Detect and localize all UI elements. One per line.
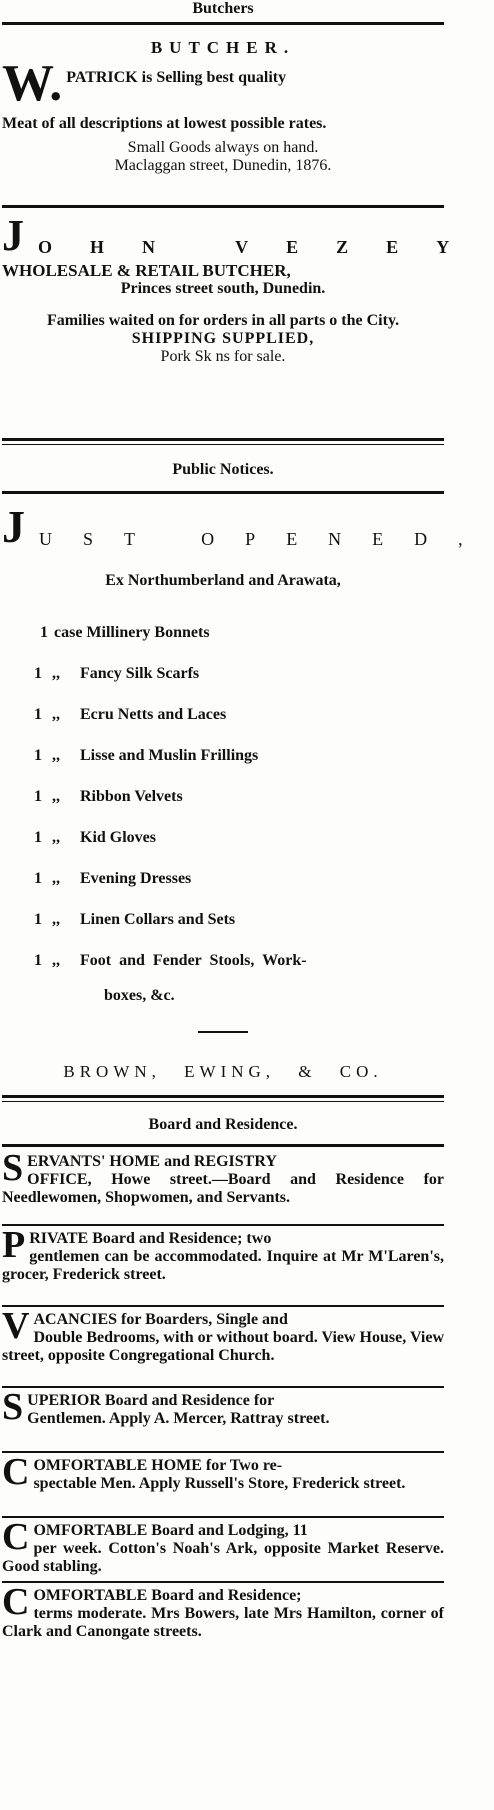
advert-first-line: ERVANTS' HOME and REGISTRY bbox=[27, 1153, 277, 1170]
board-residence-header bbox=[2, 1102, 444, 1140]
ditto-mark: ,, bbox=[52, 787, 60, 805]
item-text: Ribbon Velvets bbox=[80, 787, 183, 805]
advert-body: spectable Men. Apply Russell's Store, Frederick street. bbox=[33, 1475, 406, 1492]
item-text: Foot and Fender Stools, Work- bbox=[80, 951, 307, 969]
ditto-mark: ,, bbox=[52, 664, 60, 682]
item-text: Ecru Netts and Laces bbox=[80, 705, 227, 723]
item-quantity: 1 bbox=[34, 951, 42, 969]
drop-cap: J bbox=[2, 211, 24, 260]
divider bbox=[2, 1095, 444, 1102]
item-quantity: 1 bbox=[34, 828, 42, 846]
drop-cap: C bbox=[2, 1516, 30, 1558]
item-quantity: 1 bbox=[34, 705, 42, 723]
item-text: Kid Gloves bbox=[80, 828, 157, 846]
item-text: Fancy Silk Scarfs bbox=[80, 664, 200, 682]
list-item bbox=[2, 899, 444, 940]
section-title-board: Board and Residence. bbox=[148, 1116, 298, 1133]
list-item bbox=[2, 940, 444, 981]
ditto-mark: ,, bbox=[52, 951, 60, 969]
short-divider bbox=[198, 1031, 248, 1033]
drop-cap: S bbox=[2, 1147, 24, 1189]
ditto-mark: ,, bbox=[52, 910, 60, 928]
drop-cap: C bbox=[2, 1581, 30, 1623]
divider bbox=[2, 438, 444, 445]
list-item bbox=[2, 694, 444, 735]
advert-address: Princes street south, Dunedin. bbox=[120, 280, 326, 297]
list-item bbox=[2, 612, 444, 653]
advert-pork: Pork Sk ns for sale. bbox=[160, 348, 286, 365]
board-advert bbox=[2, 1388, 444, 1448]
advert-body: Meat of all descriptions at lowest possible rates. bbox=[2, 114, 327, 132]
item-quantity: 1 bbox=[34, 664, 42, 682]
section-title-butchers: Butchers bbox=[192, 0, 254, 17]
advert-body: Double Bedrooms, with or without board. View House, View street, opposite Congregational Church. bbox=[2, 1329, 444, 1364]
advert-body: Gentlemen. Apply A. Mercer, Rattray street. bbox=[27, 1410, 330, 1427]
advert-first-line: OMFORTABLE Board and Lodging, 11 bbox=[33, 1522, 308, 1539]
item-quantity: 1 bbox=[40, 623, 48, 641]
advert-name: OHN VEZEY bbox=[38, 237, 488, 257]
list-item bbox=[2, 817, 444, 858]
drop-cap: W. bbox=[2, 55, 63, 112]
advert-just-opened bbox=[2, 494, 494, 1081]
item-quantity: 1 bbox=[34, 746, 42, 764]
advert-body: per week. Cotton's Noah's Ark, opposite Market Reserve. Good stabling. bbox=[2, 1540, 444, 1575]
advert-ex: Ex Northumberland and Arawata, bbox=[105, 572, 341, 589]
ditto-mark: ,, bbox=[52, 746, 60, 764]
item-text: case Millinery Bonnets bbox=[54, 623, 210, 641]
advert-body: OFFICE, Howe street.—Board and Residence for Needlewomen, Shopwomen, and Servants. bbox=[2, 1171, 444, 1206]
item-text: Evening Dresses bbox=[80, 869, 192, 887]
advert-address: Maclaggan street, Dunedin, 1876. bbox=[114, 156, 332, 174]
advert-first-line: RIVATE Board and Residence; two bbox=[29, 1230, 272, 1247]
board-advert bbox=[2, 1583, 444, 1659]
drop-cap: C bbox=[2, 1451, 30, 1493]
board-advert bbox=[2, 1226, 444, 1302]
list-item bbox=[2, 776, 444, 817]
item-text: Linen Collars and Sets bbox=[80, 910, 236, 928]
board-advert bbox=[2, 1518, 444, 1578]
drop-cap: P bbox=[2, 1224, 26, 1266]
advert-body: terms moderate. Mrs Bowers, late Mrs Hamilton, corner of Clark and Canongate streets. bbox=[2, 1605, 444, 1640]
section-title-public-notices: Public Notices. bbox=[172, 461, 274, 478]
advert-trade: WHOLESALE & RETAIL BUTCHER, bbox=[2, 261, 291, 280]
advert-patrick bbox=[2, 25, 444, 199]
advert-line: Small Goods always on hand. bbox=[127, 138, 319, 156]
ditto-mark: ,, bbox=[52, 869, 60, 887]
drop-cap: J bbox=[2, 501, 25, 552]
board-ads-list bbox=[2, 1147, 444, 1659]
advert-signature: BROWN, EWING, & CO. bbox=[63, 1062, 383, 1081]
advert-first-line: OMFORTABLE HOME for Two re- bbox=[33, 1457, 283, 1474]
list-item bbox=[2, 858, 444, 899]
goods-list bbox=[2, 612, 444, 1005]
board-advert bbox=[2, 1307, 444, 1383]
item-quantity: 1 bbox=[34, 787, 42, 805]
advert-families: Families waited on for orders in all parts o the City. bbox=[46, 312, 400, 329]
list-item bbox=[2, 653, 444, 694]
advert-first-line: UPERIOR Board and Residence for bbox=[27, 1392, 275, 1409]
advert-vezey bbox=[2, 208, 488, 428]
advert-first-line: ACANCIES for Boarders, Single and bbox=[33, 1311, 288, 1328]
drop-cap: S bbox=[2, 1386, 24, 1428]
item-continuation: boxes, &c. bbox=[104, 987, 175, 1004]
advert-shipping: SHIPPING SUPPLIED, bbox=[131, 330, 315, 347]
item-quantity: 1 bbox=[34, 869, 42, 887]
drop-cap: V bbox=[2, 1305, 30, 1347]
ditto-mark: ,, bbox=[52, 705, 60, 723]
item-text: Lisse and Muslin Frillings bbox=[80, 746, 259, 764]
advert-heading: BUTCHER. bbox=[150, 38, 296, 57]
public-notices-header bbox=[2, 445, 444, 487]
list-item bbox=[2, 735, 444, 776]
advert-first-line: PATRICK is Selling best quality bbox=[66, 69, 287, 86]
butchers-section-header bbox=[2, 0, 444, 18]
ditto-mark: ,, bbox=[52, 828, 60, 846]
board-advert bbox=[2, 1453, 444, 1513]
advert-heading: UST OPENED, bbox=[39, 529, 494, 549]
advert-body: gentlemen can be accommodated. Inquire at Mr M'Laren's, grocer, Frederick street. bbox=[2, 1248, 444, 1283]
board-advert bbox=[2, 1147, 444, 1221]
item-quantity: 1 bbox=[34, 910, 42, 928]
advert-first-line: OMFORTABLE Board and Residence; bbox=[33, 1587, 302, 1604]
